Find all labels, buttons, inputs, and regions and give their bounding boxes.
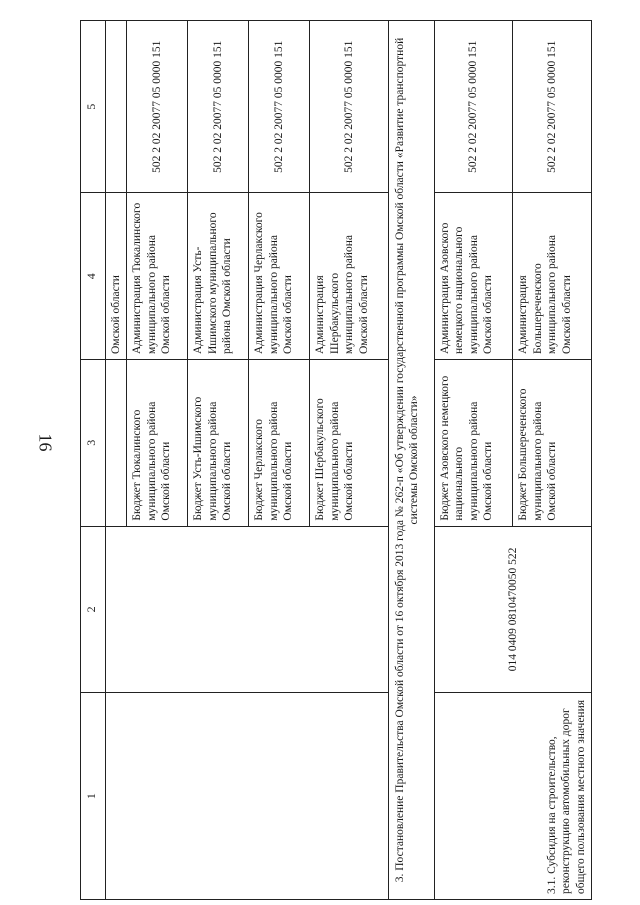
cell-admin: Администрация Шербакульского муниципального района Омской области [310, 193, 389, 360]
cell-program-empty [106, 693, 389, 900]
header-cell-2: 2 [81, 526, 106, 693]
cell-kbk: 502 2 02 20077 05 0000 151 [249, 21, 310, 193]
table-row [106, 21, 127, 900]
cell-budget [106, 360, 127, 527]
cell-kbk: 502 2 02 20077 05 0000 151 [434, 21, 513, 193]
cell-budget: Бюджет Усть-Ишимского муниципального района Омской области [188, 360, 249, 527]
header-cell-4: 4 [81, 193, 106, 360]
section-title: 3. Постановление Правительства Омской области от 16 октября 2013 года № 262-п «Об утверждении государственной программы Омской области «Развитие транспортной системы Омской области» [388, 21, 434, 900]
cell-admin: Администрация Черлакского муниципального района Омской области [249, 193, 310, 360]
cell-budget: Бюджет Большереченского муниципального района Омской области [513, 360, 592, 527]
header-cell-1: 1 [81, 693, 106, 900]
budget-table [80, 20, 592, 900]
document-table-sheet [80, 20, 592, 900]
cell-budget: Бюджет Азовского немецкого национального муниципального района Омской области [434, 360, 513, 527]
cell-admin: Администрация Тюкалинского муниципального района Омской области [127, 193, 188, 360]
cell-admin: Администрация Большереченского муниципального района Омской области [513, 193, 592, 360]
cell-admin: Администрация Усть-Ишимского муниципального района Омской области [188, 193, 249, 360]
cell-program-item: 3.1. Субсидия на строительство, реконструкцию автомобильных дорог общего пользования местного значения [434, 693, 591, 900]
cell-kbk: 502 2 02 20077 05 0000 151 [513, 21, 592, 193]
header-row [81, 21, 106, 900]
cell-kbk: 502 2 02 20077 05 0000 151 [127, 21, 188, 193]
header-cell-3: 3 [81, 360, 106, 527]
cell-code-empty [106, 526, 389, 693]
cell-budget: Бюджет Шербакульского муниципального района Омской области [310, 360, 389, 527]
page-number: 16 [35, 433, 56, 452]
cell-admin: Омской области [106, 193, 127, 360]
cell-kbk: 502 2 02 20077 05 0000 151 [310, 21, 389, 193]
cell-admin: Администрация Азовского немецкого национального муниципального района Омской области [434, 193, 513, 360]
section-row [388, 21, 434, 900]
cell-budget: Бюджет Черлакского муниципального района Омской области [249, 360, 310, 527]
table-row [434, 21, 513, 900]
cell-budget: Бюджет Тюкалинского муниципального района Омской области [127, 360, 188, 527]
cell-kbk: 502 2 02 20077 05 0000 151 [188, 21, 249, 193]
header-cell-5: 5 [81, 21, 106, 193]
cell-kbk [106, 21, 127, 193]
cell-program-code: 014 0409 0810470050 522 [434, 526, 591, 693]
